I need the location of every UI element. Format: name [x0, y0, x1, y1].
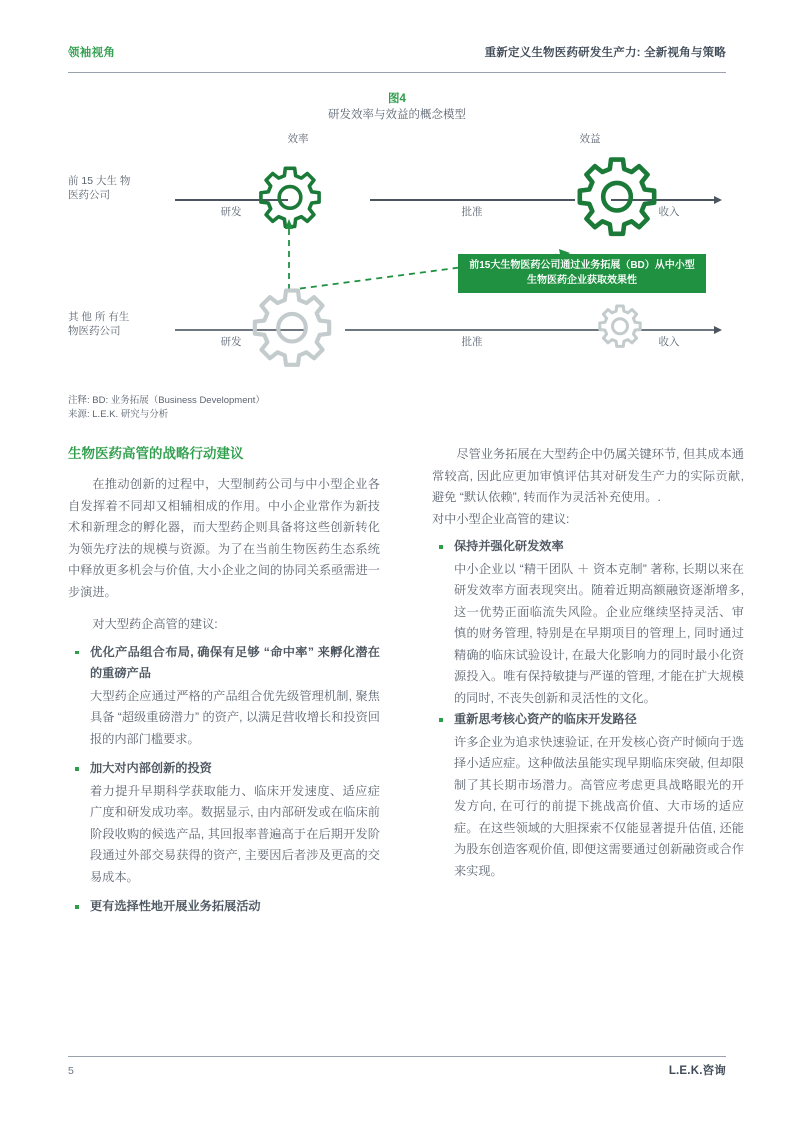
bullet-title: 重新思考核心资产的临床开发路径	[454, 712, 637, 726]
paragraph-bd-continued: 尽管业务拓展在大型药企中仍属关键环节, 但其成本通常较高, 因此应更加审慎评估其对研发生产力的实际贡献, 避免 “默认依赖”, 转而作为灵活补充使用。.	[432, 447, 744, 504]
figure-row1-segment-rnd-label: 研发	[220, 206, 242, 218]
list-item	[432, 536, 744, 709]
body-column-left	[68, 444, 380, 918]
list-item	[68, 758, 380, 888]
figure-row2-segment-approval-line	[345, 329, 600, 331]
figure-row2-segment-revenue-line	[638, 329, 715, 331]
figure-callout-line1: 前15大生物医药公司通过业务拓展（BD）从中小型	[469, 260, 695, 271]
figure-note-definition: 注释: BD: 业务拓展（Business Development）	[68, 395, 265, 406]
figure-gear-effectiveness-gray	[595, 303, 645, 358]
page-header	[68, 44, 726, 60]
paragraph-intro: 在推动创新的过程中，大型制药公司与中小型企业各自发挥着不同却又相辅相成的作用。中小企业常作为新技术和新理念的孵化器，而大型药企则具备将这些创新转化为领先疗法的规模与资源。为了在当前生物医药生态系统中释放更多机会与价值, 大小企业之间的协同关系亟需进一步演进。	[68, 477, 380, 599]
brand-label: L.E.K.咨询	[668, 1065, 726, 1077]
bullet-marker-icon	[75, 767, 79, 771]
bullet-title: 保持并强化研发效率	[454, 539, 564, 553]
figure-row-label-top15: 前 15 大生 物 医药公司	[68, 175, 131, 201]
page-footer	[68, 1062, 726, 1078]
bullet-title: 加大对内部创新的投资	[90, 761, 212, 775]
figure-column-header-efficiency: 效率	[287, 133, 309, 145]
figure-gear-efficiency-gray	[246, 285, 338, 382]
figure-title-block	[0, 92, 794, 124]
figure-callout-line2: 生物医药企业获取效果性	[527, 274, 637, 286]
bullet-marker-icon	[439, 718, 443, 722]
list-spacer	[68, 750, 380, 758]
section-title: 生物医药高管的战略行动建议	[68, 446, 244, 461]
figure-row2-segment-approval-label: 批准	[461, 336, 483, 348]
list-item	[68, 642, 380, 751]
bullet-body: 着力提升早期科学获取能力、临床开发速度、适应症广度和研发成功率。数据显示, 由内部研发或在临床前阶段收购的候选产品, 其回报率普遍高于在后期开发阶段通过外部交易获得的资产, 主要因后者涉及更高的交易成本。	[90, 783, 380, 884]
body-column-right	[432, 444, 744, 882]
figure-row-label-all-other: 其 他 所 有生 物医药公司	[68, 311, 130, 337]
list-item	[432, 709, 744, 882]
bullet-marker-icon	[75, 651, 79, 655]
header-article-title: 重新定义生物医药研发生产力: 全新视角与策略	[484, 47, 726, 59]
bullet-marker-icon	[439, 545, 443, 549]
page-number: 5	[68, 1065, 74, 1077]
figure-diagram	[60, 126, 740, 376]
figure-row2-segment-revenue-label: 收入	[658, 336, 680, 348]
header-publication-label: 领袖视角	[68, 47, 116, 59]
bullet-marker-icon	[75, 905, 79, 909]
figure-row1-segment-revenue-label: 收入	[658, 206, 680, 218]
figure-notes	[68, 394, 265, 421]
list-item	[68, 896, 380, 918]
figure-subtitle: 研发效率与效益的概念模型	[328, 109, 466, 121]
lead-in-smid-cap: 对中小型企业高管的建议:	[432, 511, 570, 526]
figure-row1-segment-approval-label: 批准	[461, 206, 483, 218]
figure-callout-bd	[458, 254, 706, 293]
bullet-title: 更有选择性地开展业务拓展活动	[90, 899, 261, 913]
bullet-body: 大型药企应通过严格的产品组合优先级管理机制, 聚焦具备 “超级重磅潜力” 的资产, 以满足营收增长和投资回报的内部门槛要求。	[90, 688, 380, 746]
footer-divider	[68, 1056, 726, 1057]
bullet-body: 中小企业以 “精干团队 ＋ 资本克制” 著称, 长期以来在研发效率方面表现突出。随着近期高额融资逐渐增多, 这一优势正面临流失风险。企业应继续坚持灵活、审慎的财务管理, 特别是在早期项目的管理上, 同时通过精确的临床试验设计, 在最大化影响力的同时最小化资源投入。唯有保持敏捷与严谨的管理, 才能在扩大规模的同时, 不丧失创新和灵活性的文化。	[454, 561, 744, 705]
bullet-list-smid-cap	[432, 536, 744, 882]
figure-row2-segment-rnd-label: 研发	[220, 336, 242, 348]
figure-note-source: 来源: L.E.K. 研究与分析	[68, 408, 169, 420]
list-spacer	[68, 888, 380, 896]
figure-column-header-effectiveness: 效益	[579, 133, 601, 145]
bullet-list-large-pharma	[68, 642, 380, 918]
bullet-title: 优化产品组合布局, 确保有足够 “命中率” 来孵化潜在的重磅产品	[90, 644, 380, 680]
header-divider	[68, 72, 726, 73]
lead-in-large-pharma: 对大型药企高管的建议:	[92, 617, 218, 631]
figure-row2-arrow-head	[714, 326, 722, 334]
figure-number: 图4	[388, 93, 406, 105]
bullet-body: 许多企业为追求快速验证, 在开发核心资产时倾向于选择小适应症。这种做法虽能实现早期临床突破, 但却限制了其长期市场潜力。高管应考虑更具战略眼光的开发方向, 在可行的前提下挑战高价值、大市场的适应症。在这些领域的大胆探索不仅能显著提升估值, 还能为股东创造客观价值, 即便这需要通过创新融资或合作来实现。	[454, 734, 744, 878]
